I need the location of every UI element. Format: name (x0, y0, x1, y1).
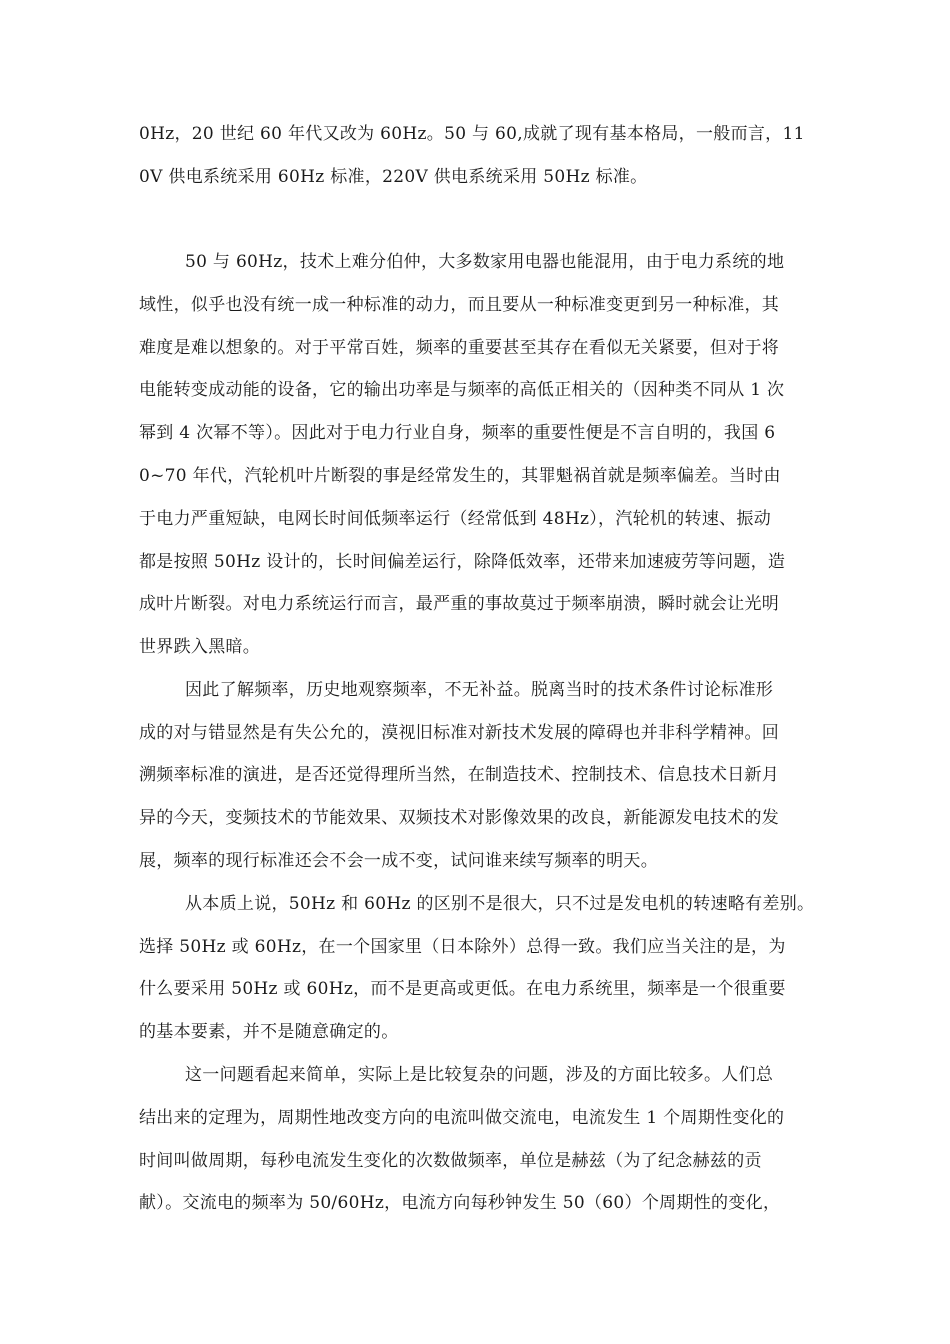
text-line: 什么要采用 50Hz 或 60Hz，而不是更高或更低。在电力系统里，频率是一个很重要 (139, 979, 786, 999)
text-line: 选择 50Hz 或 60Hz，在一个国家里（日本除外）总得一致。我们应当关注的是，为 (139, 937, 786, 957)
text-line: 幂到 4 次幂不等）。因此对于电力行业自身，频率的重要性便是不言自明的，我国 6 (139, 423, 776, 443)
text-line: 0V 供电系统采用 60Hz 标准，220V 供电系统采用 50Hz 标准。 (139, 167, 648, 187)
text-line: 结出来的定理为，周期性地改变方向的电流叫做交流电，电流发生 1 个周期性变化的 (139, 1108, 785, 1128)
text-line: 世界跌入黑暗。 (139, 637, 261, 657)
text-line: 溯频率标准的演进，是否还觉得理所当然，在制造技术、控制技术、信息技术日新月 (139, 765, 780, 785)
paragraph-first-line: 50 与 60Hz，技术上难分伯仲，大多数家用电器也能混用，由于电力系统的地 (185, 252, 785, 272)
text-line: 献）。交流电的频率为 50/60Hz，电流方向每秒钟发生 50（60）个周期性的变化， (139, 1193, 781, 1213)
text-line: 难度是难以想象的。对于平常百姓，频率的重要甚至其存在看似无关紧要，但对于将 (139, 338, 780, 358)
text-line: 域性，似乎也没有统一成一种标准的动力，而且要从一种标准变更到另一种标准，其 (139, 295, 780, 315)
text-line: 展，频率的现行标准还会不会一成不变，试问谁来续写频率的明天。 (139, 851, 658, 871)
paragraph-first-line: 因此了解频率，历史地观察频率，不无补益。脱离当时的技术条件讨论标准形 (185, 680, 774, 700)
text-line: 成叶片断裂。对电力系统运行而言，最严重的事故莫过于频率崩溃，瞬时就会让光明 (139, 594, 780, 614)
text-line: 0Hz，20 世纪 60 年代又改为 60Hz。50 与 60,成就了现有基本格局，一般而言，11 (139, 124, 805, 144)
text-line: 都是按照 50Hz 设计的，长时间偏差运行，除降低效率，还带来加速疲劳等问题，造 (139, 552, 786, 572)
text-line: 0~70 年代，汽轮机叶片断裂的事是经常发生的，其罪魁祸首就是频率偏差。当时由 (139, 466, 781, 486)
text-line: 的基本要素，并不是随意确定的。 (139, 1022, 399, 1042)
text-line: 异的今天，变频技术的节能效果、双频技术对影像效果的改良，新能源发电技术的发 (139, 808, 780, 828)
text-line: 成的对与错显然是有失公允的，漠视旧标准对新技术发展的障碍也并非科学精神。回 (139, 723, 780, 743)
text-line: 电能转变成动能的设备，它的输出功率是与频率的高低正相关的（因种类不同从 1 次 (139, 380, 785, 400)
paragraph-first-line: 从本质上说，50Hz 和 60Hz 的区别不是很大，只不过是发电机的转速略有差别。 (185, 894, 815, 914)
text-line: 时间叫做周期，每秒电流发生变化的次数做频率，单位是赫兹（为了纪念赫兹的贡 (139, 1151, 762, 1171)
text-line: 于电力严重短缺，电网长时间低频率运行（经常低到 48Hz），汽轮机的转速、振动 (139, 509, 772, 529)
paragraph-first-line: 这一问题看起来简单，实际上是比较复杂的问题，涉及的方面比较多。人们总 (185, 1065, 774, 1085)
